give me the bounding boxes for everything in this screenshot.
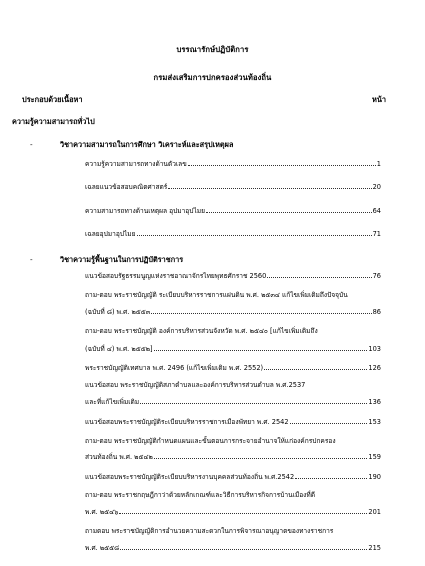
leader-dots [168, 188, 371, 189]
toc-entry-text-cont: พ.ศ. ๒๕๕๘ [85, 544, 120, 552]
toc-entry-text: ถาม-ตอบ พระราชกฤษฎีกาว่าด้วยหลักเกณฑ์และวิธีการบริหารกิจการบ้านเมืองที่ดี [85, 491, 316, 499]
toc-entry-page: 215 [368, 544, 381, 552]
toc-entry[interactable] [85, 364, 381, 372]
toc-entry-page: 86 [372, 308, 381, 316]
toc-entry[interactable] [85, 418, 381, 426]
toc-entry-text: แนวข้อสอบรัฐธรรมนูญแห่งราชอาณาจักรไทยพุทธศักราช 2560 [85, 272, 267, 280]
document-title: บรรณารักษ์ปฏิบัติการ [176, 45, 249, 54]
section-2-dash: - [30, 255, 33, 264]
toc-entry[interactable] [85, 473, 381, 481]
leader-dots [154, 350, 368, 351]
leader-dots [264, 369, 367, 370]
toc-entry[interactable] [85, 160, 381, 168]
toc-entry-page: 126 [368, 364, 381, 372]
toc-entry-page: 159 [368, 453, 381, 461]
toc-entry-page: 71 [372, 230, 381, 238]
leader-dots [267, 277, 371, 278]
toc-entry[interactable] [85, 527, 381, 552]
toc-entry-page: 1 [376, 160, 381, 168]
toc-entry-page: 136 [368, 398, 381, 406]
page-column-label: หน้า [372, 95, 387, 104]
leader-dots [151, 313, 371, 314]
toc-entry-page: 190 [368, 473, 381, 481]
leader-dots [290, 423, 368, 424]
toc-entry-text-cont: พ.ศ. ๒๕๔๖ [85, 508, 119, 516]
toc-entry-text: ถาม-ตอบ พระราชบัญญัติกำหนดแผนและขั้นตอนการกระจายอำนาจให้แก่องค์กรปกครอง [85, 437, 336, 445]
toc-entry-page: 103 [368, 345, 381, 353]
toc-entry-text: ถาม-ตอบ พระราชบัญญัติ องค์การบริหารส่วนจังหวัด พ.ศ. ๒๕๔๐ [แก้ไขเพิ่มเติมถึง [85, 327, 318, 335]
toc-entry-text: แนวข้อสอบพระราชบัญญัติระเบียบบริหารงานบุคคลส่วนท้องถิ่น พ.ศ.2542 [85, 473, 295, 481]
toc-entry-text: พระราชบัญญัติเทศบาล พ.ศ. 2496 (แก้ไขเพิ่มเติม พ.ศ. 2552) [85, 364, 264, 372]
toc-entry-text: ความสามารถทางด้านเหตุผล อุปมาอุปไมย [85, 207, 205, 215]
leader-dots [119, 513, 367, 514]
toc-entry-text: เฉลยแนวข้อสอบคณิตศาสตร์ [85, 183, 168, 191]
toc-entry-page: 64 [372, 207, 381, 215]
leader-dots [120, 549, 367, 550]
leader-dots [154, 458, 368, 459]
toc-entry[interactable] [85, 291, 381, 316]
toc-entry-page: 153 [368, 418, 381, 426]
toc-entry[interactable] [85, 207, 381, 215]
leader-dots [188, 165, 376, 166]
toc-entry-text: แนวข้อสอบ พระราชบัญญัติสภาตำบลและองค์การบริหารส่วนตำบล พ.ศ.2537 [85, 381, 306, 389]
section-1-dash: - [30, 140, 33, 149]
toc-entry-text: เฉลยอุปมาอุปไมย [85, 230, 136, 238]
contents-label: ประกอบด้วยเนื้อหา [22, 95, 83, 104]
toc-entry[interactable] [85, 183, 381, 191]
toc-entry-page: 76 [372, 272, 381, 280]
toc-entry[interactable] [85, 437, 381, 461]
leader-dots [295, 478, 367, 479]
toc-entry[interactable] [85, 230, 381, 238]
toc-entry[interactable] [85, 491, 381, 516]
toc-entry-text: ถามตอบ พระราชบัญญัติการอำนวยความสะดวกในการพิจารณาอนุญาตของทางราชการ [85, 527, 334, 535]
toc-entry-text-cont: และที่แก้ไขเพิ่มเติม [85, 398, 140, 406]
section-1-title: วิชาความสามารถในการศึกษา วิเคราะห์และสรุปเหตุผล [60, 140, 234, 149]
document-subtitle: กรมส่งเสริมการปกครองส่วนท้องถิ่น [153, 73, 272, 82]
toc-entry[interactable] [85, 272, 381, 280]
toc-entry-page: 20 [372, 183, 381, 191]
toc-entry-text: แนวข้อสอบพระราชบัญญัติระเบียบบริหารราชการเมืองพัทยา พ.ศ. 2542 [85, 418, 289, 426]
general-heading: ความรู้ความสามารถทั่วไป [12, 117, 95, 126]
toc-entry-page: 201 [368, 508, 381, 516]
leader-dots [137, 235, 372, 236]
toc-entry-text-cont: (ฉบับที่ ๘) พ.ศ. ๒๕๕๓ [85, 308, 151, 316]
toc-entry[interactable] [85, 327, 381, 353]
leader-dots [206, 212, 372, 213]
toc-entry-text-cont: (ฉบับที่ ๔) พ.ศ. ๒๕๕๒] [85, 345, 153, 353]
toc-entry[interactable] [85, 381, 381, 406]
toc-entry-text: ความรู้ความสามารถทางด้านตัวเลข [85, 160, 187, 168]
toc-entry-text: ถาม-ตอบ พระราชบัญญัติ ระเบียบบริหารราชการแผ่นดิน พ.ศ. ๒๕๓๔ แก้ไขเพิ่มเติมถึงปัจจุบัน [85, 291, 348, 299]
toc-entry-text-cont: ส่วนท้องถิ่น พ.ศ. ๒๕๔๒ [85, 453, 153, 461]
section-2-title: วิชาความรู้พื้นฐานในการปฏิบัติราชการ [60, 255, 184, 264]
leader-dots [140, 403, 367, 404]
